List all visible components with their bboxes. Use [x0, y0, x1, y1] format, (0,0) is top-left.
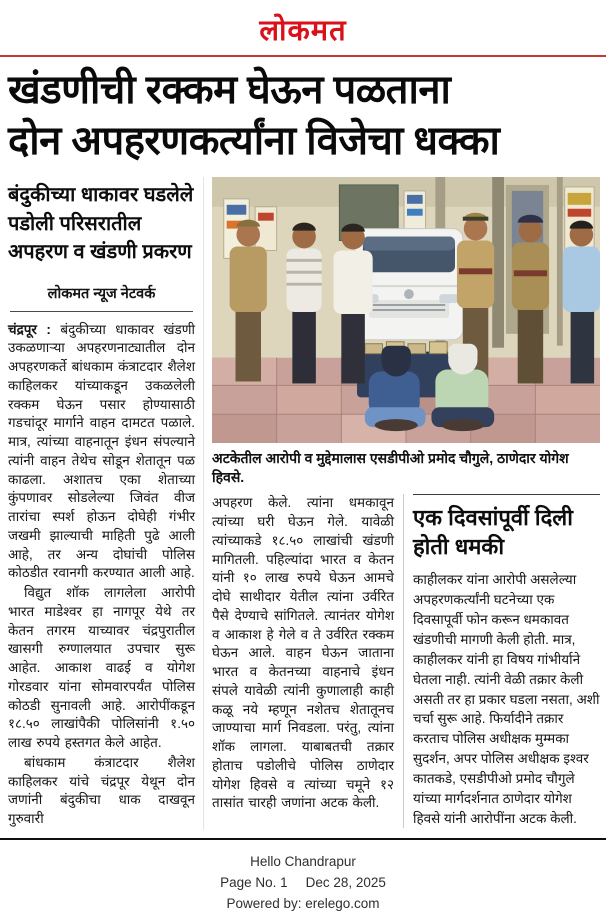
lokmat-logo: लोकमत	[259, 13, 347, 47]
paragraph-3: बांधकाम कंत्राटदार शैलेश काहिलकर यांचे चंद्रपूर येथून दोन जणांनी बंदुकीचा धाक दाखवून गुरुवारी	[8, 754, 195, 827]
arrest-photo-illustration	[212, 177, 600, 443]
left-column	[6, 177, 204, 829]
footer-date: Dec 28, 2025	[305, 874, 386, 890]
footer-page-number: Page No. 1	[220, 874, 288, 890]
middle-column	[212, 494, 404, 828]
lower-columns	[212, 494, 600, 828]
sidebar-heading: एक दिवसांपूर्वी दिली होती धमकी	[413, 505, 573, 560]
photo-caption: अटकेतील आरोपी व मुद्देमालास एसडीपीओ प्रमोद चौगुले, ठाणेदार योगेश हिवसे.	[212, 450, 569, 486]
arrest-photo	[212, 177, 600, 443]
dateline: चंद्रपूर :	[8, 321, 51, 337]
article-body	[0, 173, 606, 829]
sidebar-top-divider	[413, 494, 600, 495]
byline: लोकमत न्यूज नेटवर्क	[47, 285, 156, 302]
left-column-text	[8, 321, 195, 829]
paragraph-2: विद्युत शॉक लागलेला आरोपी भारत माडेश्वर हा नागपूर येथे तर केतन तगरम याच्यावर चंद्रपुरातील खासगी रुग्णालयात उपचार सुरू आहेत. आकाश वाढई व योगेश गोरडवार यांना सोमवारपर्यंत पोलिस कोठडी सुनावली आहे. आरोपींकडून १८.५० लाखांपैकी पोलिसांनी १.५० लाख रुपये हस्तगत केले आहेत.	[8, 585, 195, 751]
byline-divider	[10, 311, 193, 312]
right-area	[204, 177, 600, 829]
footer-edition: Hello Chandrapur	[250, 853, 356, 869]
footer-page-date	[0, 873, 606, 894]
middle-paragraph: अपहरण केले. त्यांना धमकावून त्यांच्या घरी घेऊन गेले. यावेळी त्यांच्याकडे १८.५० लाखांची खंडणी मागितली. पहिल्यांदा भारत व केतन यांनी १० लाख रुपये घेऊन आमचे दोघे साथीदार येतील त्यांना उर्वरित पैसे देण्याचे सांगितले. त्यानंतर योगेश व आकाश हे गेले व ते उर्वरित रक्कम घेऊन आले. वाहन घेऊन जाताना भारत व केतनच्या वाहनाचे इंधन संपले यावेळी त्यांनी कुणालाही काही कळू नये म्हणून नशेतच शेतातूनच जाण्याचा मार्ग निवडला. परंतु, त्यांना शॉक लागला. याबाबतची तक्रार होताच पडोलीचे पोलिस ठाणेदार योगेश हिवसे व त्यांच्या चमूने १२ तासांत चारही जणांना अटक केली.	[212, 495, 394, 811]
paragraph-1	[8, 321, 195, 584]
sidebar-story	[404, 494, 600, 828]
headline-line1: खंडणीची रक्कम घेऊन पळताना	[8, 68, 451, 112]
article-subhead: बंदुकीच्या धाकावर घडलेले पडोली परिसरातील अपहरण व खंडणी प्रकरण	[8, 184, 194, 264]
sidebar-text: काहीलकर यांना आरोपी असलेल्या अपहरणकर्त्यांनी घटनेच्या एक दिवसापूर्वी फोन करून धमकावत खंडणीची मागणी केली होती. मात्र, काहीलकर यांनी हा विषय गांभीर्याने घेतला नाही. त्यांनी वेळी तक्रार केली असती तर हा प्रकार घडला नसता, अशी चर्चा सुरू आहे. फिर्यादीने तक्रार करताच पोलिस अधीक्षक मुम्मका सुदर्शन, अपर पोलिस अधीक्षक इश्वर कातकडे, एसडीपीओ प्रमोद चौगुले यांच्या मार्गदर्शनात ठाणेदार योगेश हिवसे यांनी आरोपींना अटक केली.	[413, 572, 600, 826]
page-footer	[0, 840, 606, 915]
paragraph-1-text: बंदुकीच्या धाकावर खंडणी उकळणाऱ्या अपहरणनाट्यातील दोन अपहरणकर्ते बांधकाम कंत्राटदार शैलेश काहिलकर यांच्याकडून उकळलेली रक्कम घेऊन पसार होण्यासाठी गडचांदूर मार्गाने वाहन दामटत पळाले. मात्र, त्यांच्या वाहनातून इंधन संपल्याने त्यांनी वाहन तेथेच सोडून शेतातून पळ काढला. अशातच एका शेताच्या कुंपणावर सोडलेल्या जिवंत वीज तारांचा स्पर्श होऊन दोघेही गंभीर जखमी झाल्याची माहिती पुढे आली आहे, तर अन्य दोघांची पोलिस कोठडीत रवानगी करण्यात आली आहे.	[8, 321, 195, 581]
main-headline	[0, 57, 606, 173]
masthead	[0, 0, 606, 49]
footer-powered-by: Powered by: erelego.com	[226, 895, 380, 911]
headline-line2: दोन अपहरणकर्त्यांना विजेचा धक्का	[8, 119, 500, 164]
